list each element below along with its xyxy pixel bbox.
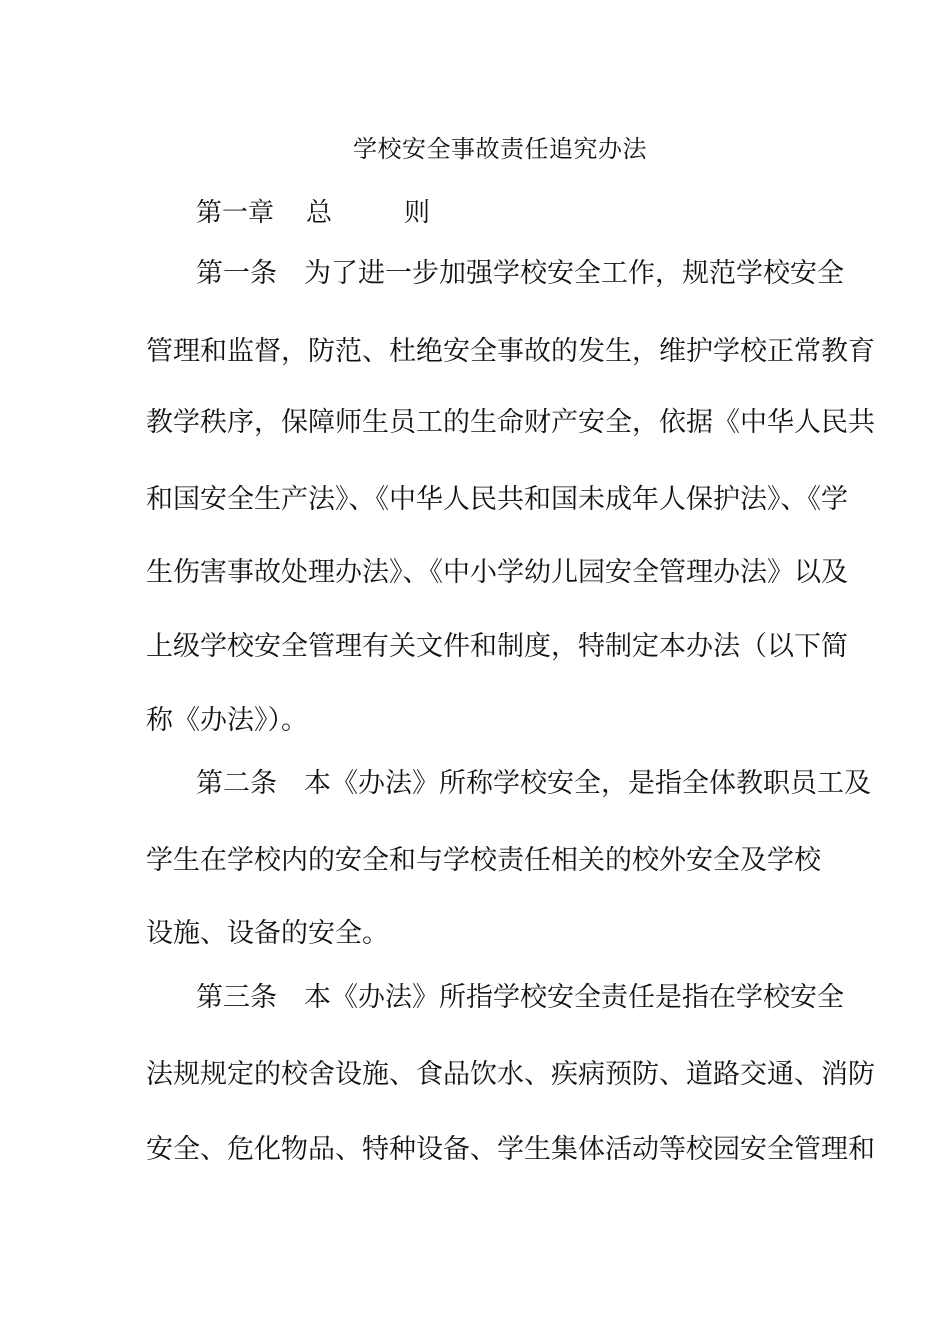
text-line: 第一条 为了进一步加强学校安全工作，规范学校安全 — [196, 258, 844, 289]
text-line: 称《办法》）。 — [146, 705, 308, 736]
text-line: 第三条 本《办法》所指学校安全责任是指在学校安全 — [196, 982, 844, 1013]
document-title: 学校安全事故责任追究办法 — [353, 135, 647, 163]
text-line: 上级学校安全管理有关文件和制度，特制定本办法（以下简 — [146, 631, 848, 662]
text-line: 安全、危化物品、特种设备、学生集体活动等校园安全管理和 — [146, 1134, 875, 1165]
text-line: 和国安全生产法》、《中华人民共和国未成年人保护法》、《学 — [146, 484, 848, 515]
chapter-heading — [196, 196, 430, 230]
text-line: 第二条 本《办法》所称学校安全，是指全体教职员工及 — [196, 768, 871, 799]
text-line: 教学秩序，保障师生员工的生命财产安全，依据《中华人民共 — [146, 407, 875, 438]
text-line: 法规规定的校舍设施、食品饮水、疾病预防、道路交通、消防 — [146, 1059, 875, 1090]
chapter-word-1: 总 — [306, 198, 333, 228]
text-line: 学生在学校内的安全和与学校责任相关的校外安全及学校 — [146, 845, 821, 876]
text-line: 生伤害事故处理办法》、《中小学幼儿园安全管理办法》以及 — [146, 557, 848, 588]
text-line: 设施、设备的安全。 — [146, 918, 389, 949]
chapter-number: 第一章 — [196, 198, 275, 228]
text-line: 管理和监督，防范、杜绝安全事故的发生，维护学校正常教育 — [146, 336, 875, 367]
chapter-word-2: 则 — [404, 198, 431, 228]
